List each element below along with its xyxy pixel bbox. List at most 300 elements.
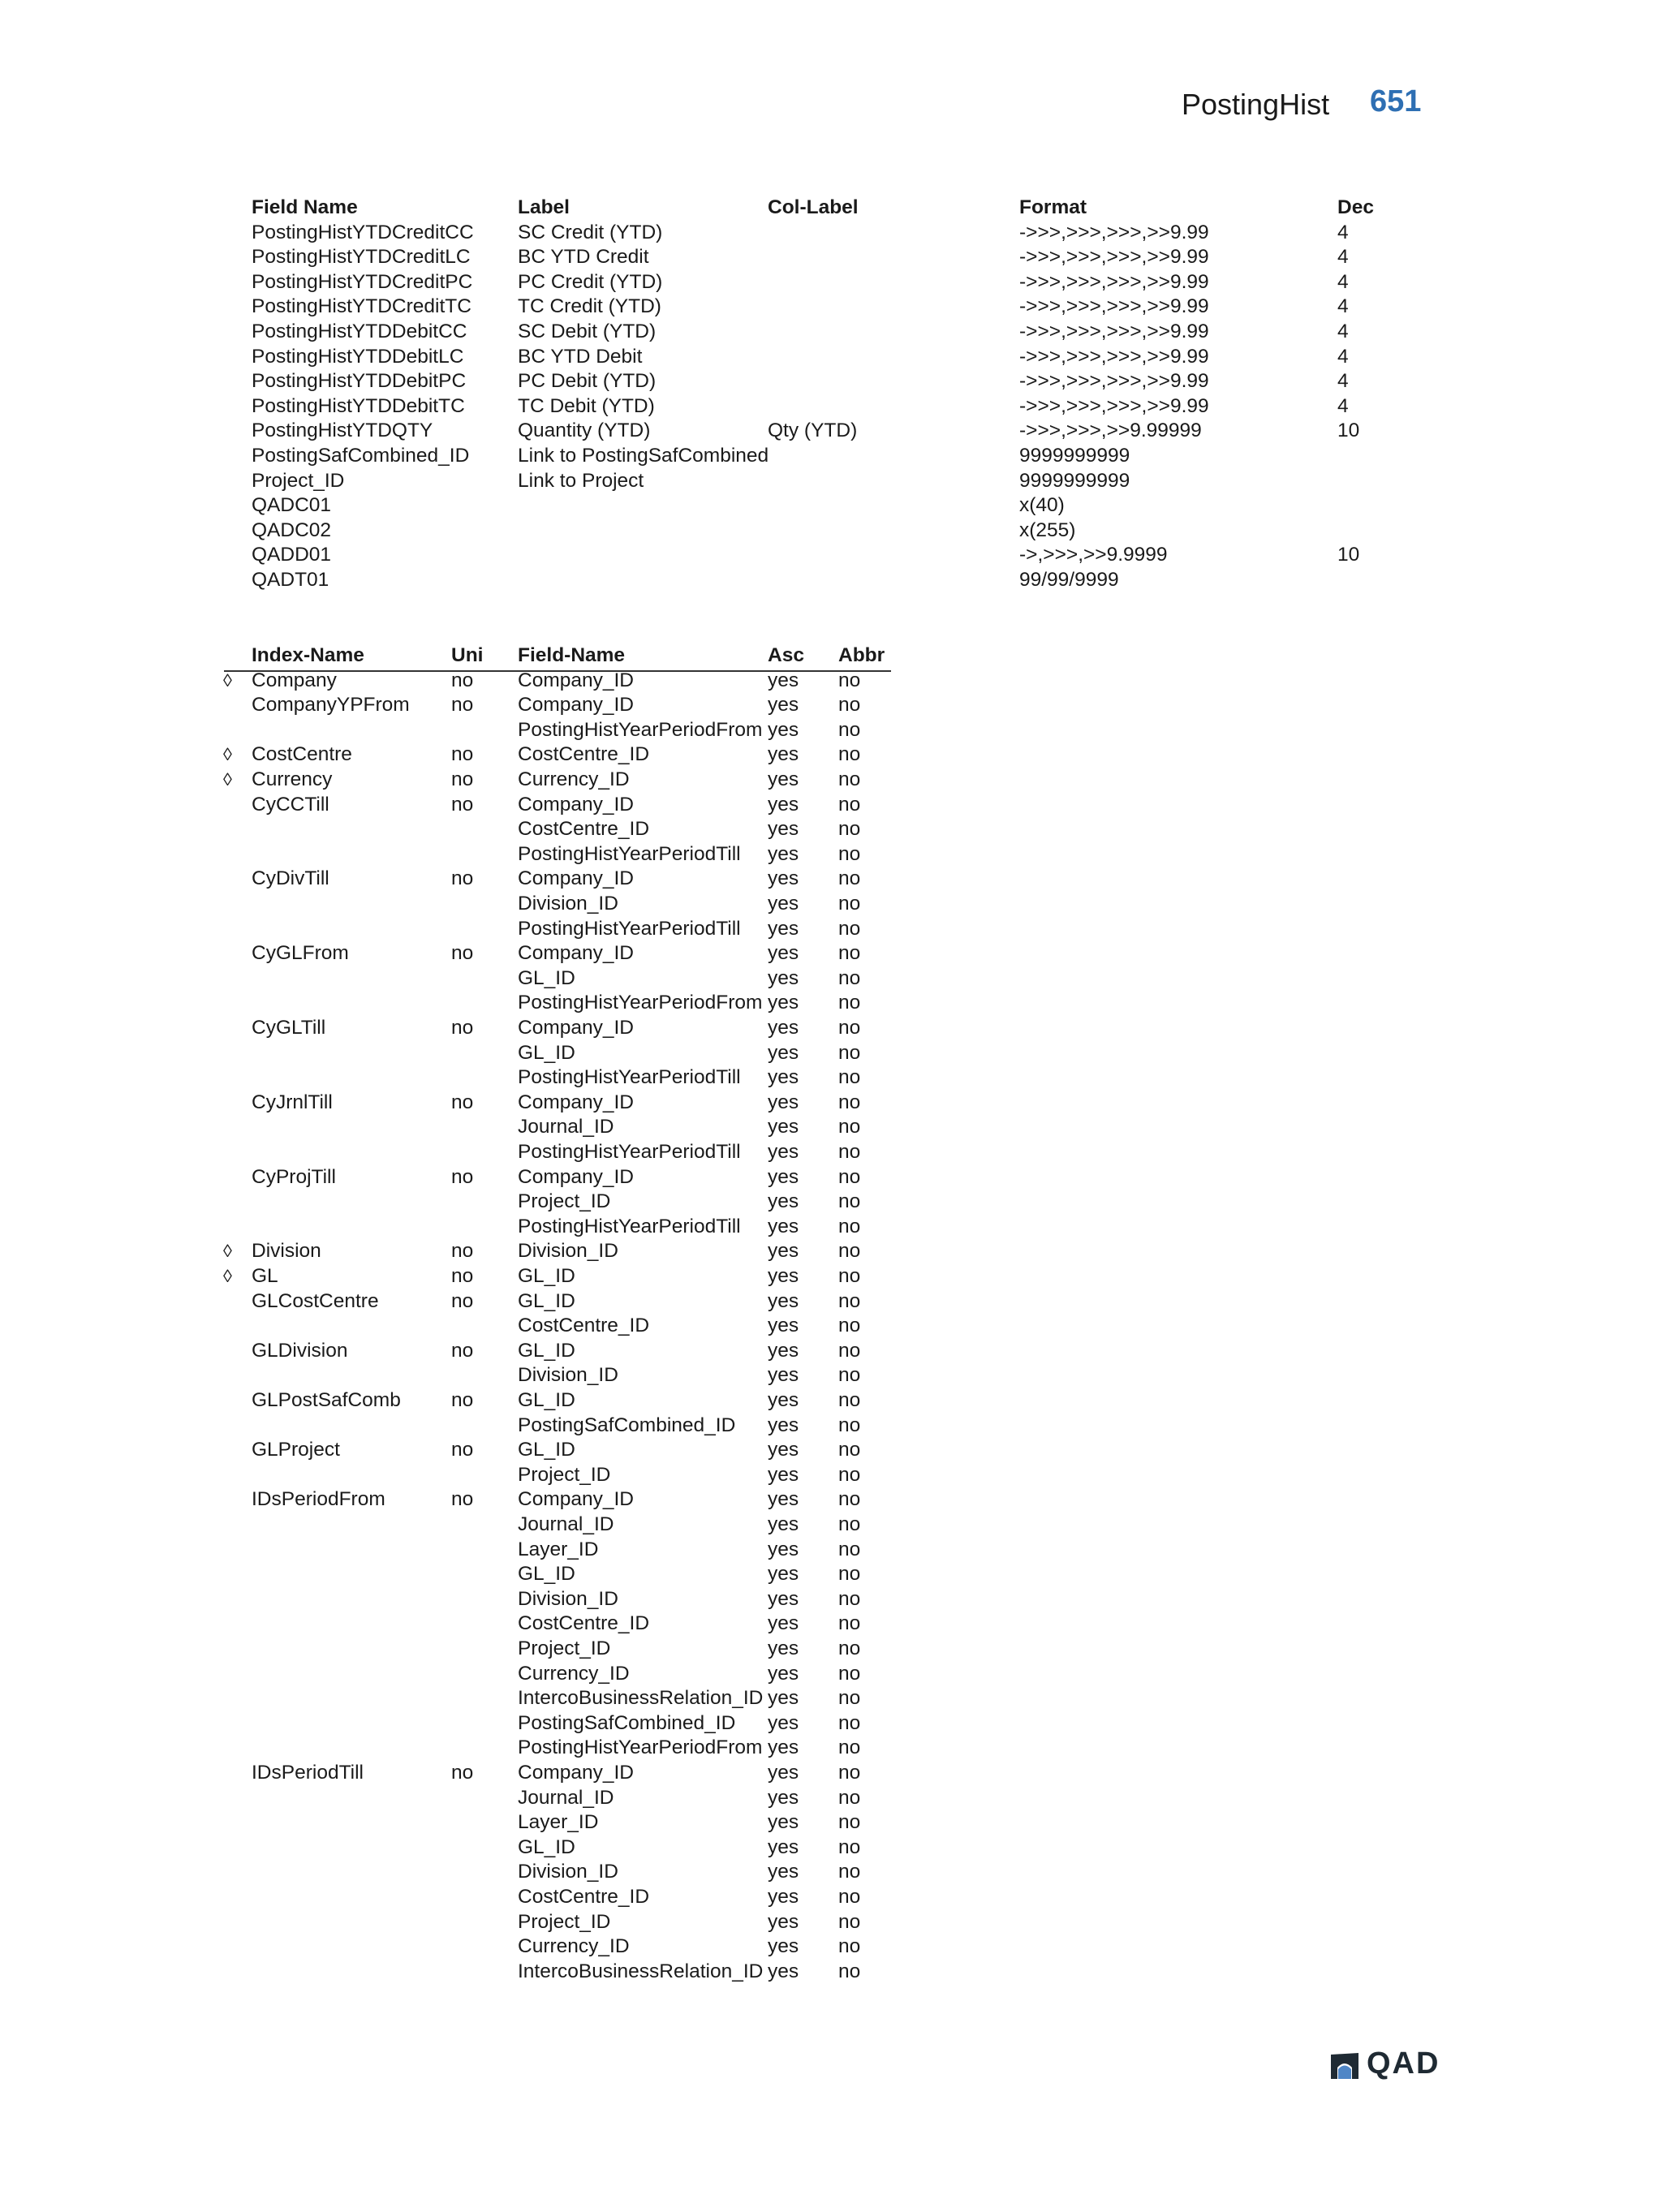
page-header-title: PostingHist: [1182, 88, 1330, 121]
index-name-cell: CyProjTill: [252, 1165, 336, 1188]
abbr-cell: no: [838, 1066, 861, 1089]
index-field-cell: GL_ID: [518, 1289, 575, 1312]
asc-cell: yes: [768, 1315, 799, 1337]
abbr-cell: no: [838, 1886, 861, 1908]
index-name-cell: Currency: [252, 768, 333, 790]
asc-cell: yes: [768, 1587, 799, 1610]
table-row: [0, 294, 1662, 319]
field-name-cell: PostingHistYTDCreditTC: [252, 295, 471, 318]
dec-cell: 10: [1337, 544, 1360, 566]
label-cell: TC Debit (YTD): [518, 394, 655, 417]
abbr-cell: no: [838, 1488, 861, 1511]
asc-cell: yes: [768, 669, 799, 691]
table-row: [0, 1959, 1662, 1984]
unique-cell: no: [451, 1762, 474, 1784]
table-row: [0, 1859, 1662, 1884]
abbr-cell: no: [838, 893, 861, 914]
table-row: [0, 1512, 1662, 1537]
asc-cell: yes: [768, 1488, 799, 1511]
index-field-cell: Company_ID: [518, 1091, 634, 1113]
table-row: [0, 792, 1662, 817]
abbr-cell: no: [838, 1165, 861, 1188]
abbr-cell: no: [838, 992, 861, 1014]
table-row: [0, 916, 1662, 941]
index-name-header: Index-Name: [252, 644, 364, 666]
asc-cell: yes: [768, 1364, 799, 1387]
abbr-cell: no: [838, 1240, 861, 1263]
asc-cell: yes: [768, 1637, 799, 1659]
asc-cell: yes: [768, 893, 799, 914]
index-field-cell: GL_ID: [518, 966, 575, 989]
qad-logo-text: QAD: [1367, 2046, 1440, 2081]
abbr-cell: no: [838, 1910, 861, 1933]
dec-cell: 4: [1337, 246, 1349, 269]
asc-cell: yes: [768, 1389, 799, 1411]
unique-cell: no: [451, 743, 474, 766]
asc-cell: yes: [768, 1463, 799, 1486]
format-cell: ->>>,>>>,>>>,>>9.99: [1019, 321, 1209, 342]
table-header-row: [0, 643, 1662, 668]
index-field-cell: CostCentre_ID: [518, 1315, 650, 1337]
table-row: [0, 269, 1662, 295]
format-cell: ->>>,>>>,>>>,>>9.99: [1019, 345, 1209, 368]
label-cell: SC Credit (YTD): [518, 221, 663, 243]
asc-cell: yes: [768, 1041, 799, 1064]
index-field-cell: GL_ID: [518, 1835, 575, 1858]
index-field-cell: Journal_ID: [518, 1786, 614, 1809]
field-name-cell: QADT01: [252, 569, 329, 591]
table-row: [0, 1785, 1662, 1810]
abbr-cell: no: [838, 1736, 861, 1759]
table-row: [0, 1636, 1662, 1661]
index-field-cell: Layer_ID: [518, 1538, 599, 1560]
index-field-cell: GL_ID: [518, 1041, 575, 1064]
asc-cell: yes: [768, 1240, 799, 1263]
index-field-cell: Division_ID: [518, 893, 618, 914]
index-name-cell: GL: [252, 1265, 278, 1287]
index-name-cell: GLCostCentre: [252, 1289, 379, 1312]
unique-cell: no: [451, 1091, 474, 1113]
table-row: [0, 468, 1662, 493]
index-name-cell: Division: [252, 1240, 321, 1263]
table-row: [0, 1338, 1662, 1363]
index-field-cell: Journal_ID: [518, 1513, 614, 1535]
table-row: [0, 668, 1662, 693]
table-row: [0, 1040, 1662, 1065]
label-cell: SC Debit (YTD): [518, 321, 657, 342]
format-cell: ->>>,>>>,>>>,>>9.99: [1019, 370, 1209, 393]
table-row: [0, 990, 1662, 1015]
asc-cell: yes: [768, 842, 799, 865]
asc-cell: yes: [768, 743, 799, 766]
table-row: [0, 1586, 1662, 1612]
field-name-cell: PostingHistYTDCreditCC: [252, 221, 474, 243]
abbr-cell: no: [838, 1315, 861, 1337]
asc-cell: yes: [768, 1265, 799, 1287]
unique-cell: no: [451, 1240, 474, 1263]
index-field-cell: Currency_ID: [518, 1662, 630, 1685]
table-row: [0, 966, 1662, 991]
dec-cell: 4: [1337, 321, 1349, 342]
table-row: [0, 567, 1662, 592]
index-field-cell: GL_ID: [518, 1439, 575, 1461]
table-row: [0, 767, 1662, 792]
index-field-cell: Company_ID: [518, 942, 634, 965]
format-cell: 9999999999: [1019, 445, 1130, 467]
label-cell: TC Credit (YTD): [518, 295, 661, 318]
asc-cell: yes: [768, 1538, 799, 1560]
col-label-cell: Qty (YTD): [768, 420, 858, 442]
dec-cell: 4: [1337, 345, 1349, 368]
asc-cell: yes: [768, 1017, 799, 1039]
table-row: [0, 1263, 1662, 1289]
table-row: [0, 841, 1662, 867]
abbr-cell: no: [838, 1563, 861, 1586]
table-row: [0, 1238, 1662, 1263]
field-name-cell: QADC01: [252, 494, 332, 517]
asc-cell: yes: [768, 1861, 799, 1883]
index-field-cell: PostingHistYearPeriodTill: [518, 842, 741, 865]
index-name-cell: CyJrnlTill: [252, 1091, 333, 1113]
abbr-cell: no: [838, 1935, 861, 1958]
asc-cell: yes: [768, 1662, 799, 1685]
index-field-cell: Project_ID: [518, 1463, 611, 1486]
asc-cell: yes: [768, 1066, 799, 1089]
index-field-cell: Company_ID: [518, 694, 634, 717]
table-row: [0, 940, 1662, 966]
abbr-cell: no: [838, 1786, 861, 1809]
abbr-cell: no: [838, 1339, 861, 1362]
field-name-cell: Project_ID: [252, 469, 345, 492]
table-row: [0, 418, 1662, 443]
table-row: [0, 692, 1662, 717]
abbr-cell: no: [838, 1289, 861, 1312]
index-field-cell: Division_ID: [518, 1240, 618, 1263]
format-cell: 9999999999: [1019, 469, 1130, 492]
abbr-cell: no: [838, 1116, 861, 1138]
format-cell: ->>>,>>>,>>>,>>9.99: [1019, 394, 1209, 417]
index-field-cell: IntercoBusinessRelation_ID: [518, 1687, 764, 1710]
format-cell: ->>>,>>>,>>9.99999: [1019, 420, 1202, 442]
abbr-cell: no: [838, 793, 861, 816]
abbr-cell: no: [838, 1041, 861, 1064]
index-field-cell: PostingHistYearPeriodFrom: [518, 718, 763, 741]
index-field-cell: CostCentre_ID: [518, 818, 650, 841]
asc-cell: yes: [768, 1116, 799, 1138]
table-row: [0, 518, 1662, 543]
unique-cell: no: [451, 1265, 474, 1287]
table-row: [0, 1015, 1662, 1040]
table-row: [0, 1711, 1662, 1736]
index-field-cell: PostingSafCombined_ID: [518, 1711, 736, 1734]
index-field-cell: Project_ID: [518, 1190, 611, 1213]
field-name-cell: PostingHistYTDCreditPC: [252, 270, 473, 293]
index-name-cell: IDsPeriodTill: [252, 1762, 364, 1784]
index-name-cell: CostCentre: [252, 743, 352, 766]
abbr-cell: no: [838, 1017, 861, 1039]
abbr-cell: no: [838, 1687, 861, 1710]
dec-cell: 4: [1337, 295, 1349, 318]
index-field-cell: Project_ID: [518, 1910, 611, 1933]
abbr-cell: no: [838, 1538, 861, 1560]
abbr-cell: no: [838, 1960, 861, 1982]
table-row: [0, 1065, 1662, 1090]
index-field-cell: Company_ID: [518, 669, 634, 691]
table-row: [0, 1164, 1662, 1190]
index-name-cell: CyGLFrom: [252, 942, 349, 965]
index-field-cell: Currency_ID: [518, 1935, 630, 1958]
field-name-header: Field Name: [252, 196, 358, 218]
field-name-cell: PostingHistYTDQTY: [252, 420, 433, 442]
asc-cell: yes: [768, 1786, 799, 1809]
label-cell: Link to Project: [518, 469, 644, 492]
abbr-cell: no: [838, 1414, 861, 1436]
primary-index-marker: ◊: [223, 669, 232, 691]
asc-cell: yes: [768, 793, 799, 816]
abbr-cell: no: [838, 768, 861, 790]
unique-cell: no: [451, 867, 474, 890]
index-field-cell: CostCentre_ID: [518, 743, 650, 766]
index-field-cell: Currency_ID: [518, 768, 630, 790]
abbr-cell: no: [838, 1662, 861, 1685]
index-name-cell: GLPostSafComb: [252, 1389, 401, 1411]
table-header-row: [0, 195, 1662, 220]
table-row: [0, 866, 1662, 891]
field-name-cell: PostingHistYTDCreditLC: [252, 246, 471, 269]
abbr-header: Abbr: [838, 644, 885, 666]
table-row: [0, 1362, 1662, 1388]
field-name-cell: PostingHistYTDDebitLC: [252, 345, 464, 368]
table-row: [0, 1884, 1662, 1909]
abbr-cell: no: [838, 1637, 861, 1659]
abbr-cell: no: [838, 1215, 861, 1237]
abbr-cell: no: [838, 966, 861, 989]
index-name-cell: GLDivision: [252, 1339, 348, 1362]
abbr-cell: no: [838, 1364, 861, 1387]
abbr-cell: no: [838, 669, 861, 691]
table-row: [0, 1561, 1662, 1586]
asc-cell: yes: [768, 942, 799, 965]
asc-header: Asc: [768, 644, 804, 666]
abbr-cell: no: [838, 718, 861, 741]
unique-cell: no: [451, 1339, 474, 1362]
asc-cell: yes: [768, 818, 799, 841]
index-field-cell: Layer_ID: [518, 1811, 599, 1834]
asc-cell: yes: [768, 1910, 799, 1933]
table-row: [0, 891, 1662, 916]
unique-cell: no: [451, 1017, 474, 1039]
index-field-cell: Project_ID: [518, 1637, 611, 1659]
unique-cell: no: [451, 768, 474, 790]
index-field-cell: PostingSafCombined_ID: [518, 1414, 736, 1436]
format-cell: x(40): [1019, 494, 1065, 517]
dec-cell: 4: [1337, 370, 1349, 393]
table-row: [0, 1114, 1662, 1139]
index-field-cell: Company_ID: [518, 1017, 634, 1039]
label-cell: PC Debit (YTD): [518, 370, 657, 393]
table-row: [0, 1214, 1662, 1239]
dec-cell: 4: [1337, 394, 1349, 417]
table-row: [0, 344, 1662, 369]
table-row: [0, 1313, 1662, 1338]
asc-cell: yes: [768, 718, 799, 741]
table-row: [0, 1909, 1662, 1934]
asc-cell: yes: [768, 1513, 799, 1535]
index-name-cell: CyDivTill: [252, 867, 329, 890]
abbr-cell: no: [838, 1762, 861, 1784]
table-row: [0, 244, 1662, 269]
unique-cell: no: [451, 694, 474, 717]
index-field-cell: CostCentre_ID: [518, 1886, 650, 1908]
index-field-cell: PostingHistYearPeriodFrom: [518, 1736, 763, 1759]
dec-cell: 10: [1337, 420, 1360, 442]
index-field-header: Field-Name: [518, 644, 626, 666]
asc-cell: yes: [768, 1563, 799, 1586]
index-field-cell: PostingHistYearPeriodTill: [518, 1066, 741, 1089]
abbr-cell: no: [838, 1711, 861, 1734]
index-field-cell: PostingHistYearPeriodTill: [518, 917, 741, 940]
table-row: [0, 1685, 1662, 1711]
asc-cell: yes: [768, 917, 799, 940]
field-name-cell: QADD01: [252, 544, 332, 566]
asc-cell: yes: [768, 966, 799, 989]
page-number: 651: [1370, 84, 1422, 118]
abbr-cell: no: [838, 1091, 861, 1113]
abbr-cell: no: [838, 1190, 861, 1213]
index-name-cell: GLProject: [252, 1439, 340, 1461]
abbr-cell: no: [838, 818, 861, 841]
field-name-cell: PostingHistYTDDebitCC: [252, 321, 467, 342]
label-cell: PC Credit (YTD): [518, 270, 663, 293]
abbr-cell: no: [838, 1861, 861, 1883]
index-name-cell: IDsPeriodFrom: [252, 1488, 385, 1511]
abbr-cell: no: [838, 942, 861, 965]
abbr-cell: no: [838, 1265, 861, 1287]
abbr-cell: no: [838, 1513, 861, 1535]
unique-cell: no: [451, 1165, 474, 1188]
unique-cell: no: [451, 942, 474, 965]
primary-index-marker: ◊: [223, 744, 232, 765]
format-cell: ->>>,>>>,>>>,>>9.99: [1019, 295, 1209, 318]
primary-index-marker: ◊: [223, 769, 232, 790]
table-row: [0, 542, 1662, 567]
format-cell: x(255): [1019, 519, 1076, 541]
index-field-cell: GL_ID: [518, 1265, 575, 1287]
format-cell: ->,>>>,>>9.9999: [1019, 544, 1168, 566]
asc-cell: yes: [768, 1215, 799, 1237]
abbr-cell: no: [838, 867, 861, 890]
asc-cell: yes: [768, 1165, 799, 1188]
table-row: [0, 1487, 1662, 1512]
asc-cell: yes: [768, 1414, 799, 1436]
index-field-cell: Division_ID: [518, 1364, 618, 1387]
asc-cell: yes: [768, 1091, 799, 1113]
table-row: [0, 717, 1662, 742]
table-row: [0, 394, 1662, 419]
dec-cell: 4: [1337, 221, 1349, 243]
asc-cell: yes: [768, 1886, 799, 1908]
index-name-cell: Company: [252, 669, 337, 691]
index-field-cell: PostingHistYearPeriodTill: [518, 1215, 741, 1237]
asc-cell: yes: [768, 1762, 799, 1784]
table-row: [0, 1661, 1662, 1686]
index-field-cell: Company_ID: [518, 1165, 634, 1188]
abbr-cell: no: [838, 743, 861, 766]
asc-cell: yes: [768, 1339, 799, 1362]
table-row: [0, 1537, 1662, 1562]
table-row: [0, 1388, 1662, 1413]
table-row: [0, 1934, 1662, 1959]
table-row: [0, 1289, 1662, 1314]
unique-cell: no: [451, 793, 474, 816]
asc-cell: yes: [768, 1835, 799, 1858]
asc-cell: yes: [768, 1711, 799, 1734]
index-field-cell: GL_ID: [518, 1563, 575, 1586]
index-field-cell: GL_ID: [518, 1339, 575, 1362]
unique-cell: no: [451, 1389, 474, 1411]
abbr-cell: no: [838, 1587, 861, 1610]
primary-index-marker: ◊: [223, 1241, 232, 1262]
asc-cell: yes: [768, 992, 799, 1014]
format-cell: 99/99/9999: [1019, 569, 1119, 591]
index-field-cell: Company_ID: [518, 793, 634, 816]
asc-cell: yes: [768, 1439, 799, 1461]
index-field-cell: Division_ID: [518, 1861, 618, 1883]
asc-cell: yes: [768, 1141, 799, 1163]
unique-cell: no: [451, 1488, 474, 1511]
primary-index-marker: ◊: [223, 1266, 232, 1286]
abbr-cell: no: [838, 1141, 861, 1163]
unique-cell: no: [451, 1439, 474, 1461]
index-field-cell: PostingHistYearPeriodTill: [518, 1141, 741, 1163]
table-row: [0, 368, 1662, 394]
unique-cell: no: [451, 669, 474, 691]
label-cell: BC YTD Credit: [518, 246, 649, 269]
label-cell: Quantity (YTD): [518, 420, 651, 442]
index-field-cell: Division_ID: [518, 1587, 618, 1610]
table-row: [0, 1735, 1662, 1760]
table-row: [0, 1413, 1662, 1438]
table-row: [0, 443, 1662, 468]
field-name-cell: QADC02: [252, 519, 332, 541]
table-row: [0, 1090, 1662, 1115]
abbr-cell: no: [838, 1612, 861, 1635]
index-field-cell: GL_ID: [518, 1389, 575, 1411]
label-cell: Link to PostingSafCombined: [518, 445, 769, 467]
abbr-cell: no: [838, 1439, 861, 1461]
field-name-cell: PostingHistYTDDebitPC: [252, 370, 467, 393]
unique-header: Uni: [451, 644, 484, 666]
field-name-cell: PostingSafCombined_ID: [252, 445, 470, 467]
table-row: [0, 1760, 1662, 1785]
index-field-cell: PostingHistYearPeriodFrom: [518, 992, 763, 1014]
table-row: [0, 1462, 1662, 1487]
index-field-cell: IntercoBusinessRelation_ID: [518, 1960, 764, 1982]
format-cell: ->>>,>>>,>>>,>>9.99: [1019, 270, 1209, 293]
table-row: [0, 1437, 1662, 1462]
index-field-cell: Company_ID: [518, 867, 634, 890]
abbr-cell: no: [838, 917, 861, 940]
format-header: Format: [1019, 196, 1087, 218]
field-name-cell: PostingHistYTDDebitTC: [252, 394, 465, 417]
label-cell: BC YTD Debit: [518, 345, 643, 368]
table-row: [0, 493, 1662, 518]
index-field-cell: Company_ID: [518, 1762, 634, 1784]
table-row: [0, 319, 1662, 344]
asc-cell: yes: [768, 1736, 799, 1759]
asc-cell: yes: [768, 1935, 799, 1958]
dec-header: Dec: [1337, 196, 1374, 218]
